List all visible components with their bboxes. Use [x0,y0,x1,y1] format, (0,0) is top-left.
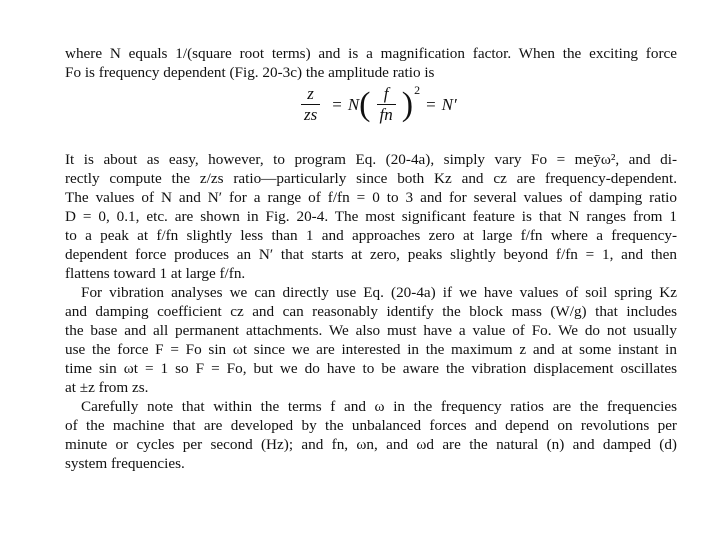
lhs-denominator: zs [301,104,320,125]
lhs-numerator: z [307,84,314,103]
text-line: minute or cycles per second (Hz); and fn, ωn, and ωd are the natural (n) and damped (d) [65,436,677,453]
text-line: It is about as easy, however, to program Eq. (20-4a), simply vary Fo = meȳω², and di- [65,151,677,168]
text-line: the base and all permanent attachments. We also must have a value of Fo. We do not usually [65,322,677,339]
result-n-prime: N′ [441,94,457,114]
text-line: D = 0, 0.1, etc. are shown in Fig. 20-4. The most significant feature is that N ranges from 1 [65,208,677,225]
frequency-ratio [377,84,396,125]
text-line: and damping coefficient cz and can reasonably identify the block mass (W/g) that includes [65,303,677,320]
text-line: rectly compute the z/zs ratio—particularly since both Kz and cz are frequency-dependent. [65,170,677,187]
text-line: to a peak at f/fn slightly less than 1 and approaches zero at large f/fn where a frequency- [65,227,677,244]
lhs-fraction [301,84,320,125]
exponent: 2 [414,83,421,97]
text-line: flattens toward 1 at large f/fn. [65,265,246,282]
frequency-numerator: f [383,84,389,103]
text-line: where N equals 1/(square root terms) and is a magnification factor. When the exciting force [65,45,677,62]
text-line: of the machine that are developed by the unbalanced forces and depend on revolutions per [65,417,677,434]
text-line: system frequencies. [65,455,185,472]
amplitude-ratio-equation [295,84,457,125]
close-paren: ) [401,85,414,123]
text-line: The values of N and N′ for a range of f/fn = 0 to 3 and for several values of damping ratio [65,189,677,206]
open-paren: ( [359,85,371,123]
text-line: Carefully note that within the terms f and ω in the frequency ratios are the frequencies [81,398,677,415]
equals-sign: = [426,94,436,114]
factor-n: N [347,94,360,114]
frequency-denominator: fn [377,104,396,125]
text-line: use the force F = Fo sin ωt since we are interested in the maximum z and at some instant in [65,341,677,358]
text-line: Fo is frequency dependent (Fig. 20-3c) the amplitude ratio is [65,64,435,81]
text-line: time sin ωt = 1 so F = Fo, but we do have to be aware the vibration displacement oscillates [65,360,677,377]
equals-sign: = [332,94,342,114]
text-line: For vibration analyses we can directly use Eq. (20-4a) if we have values of soil spring Kz [81,284,677,301]
text-line: dependent force produces an N′ that starts at zero, peaks slightly beyond f/fn = 1, and then [65,246,677,263]
text-line: at ±z from zs. [65,379,149,396]
